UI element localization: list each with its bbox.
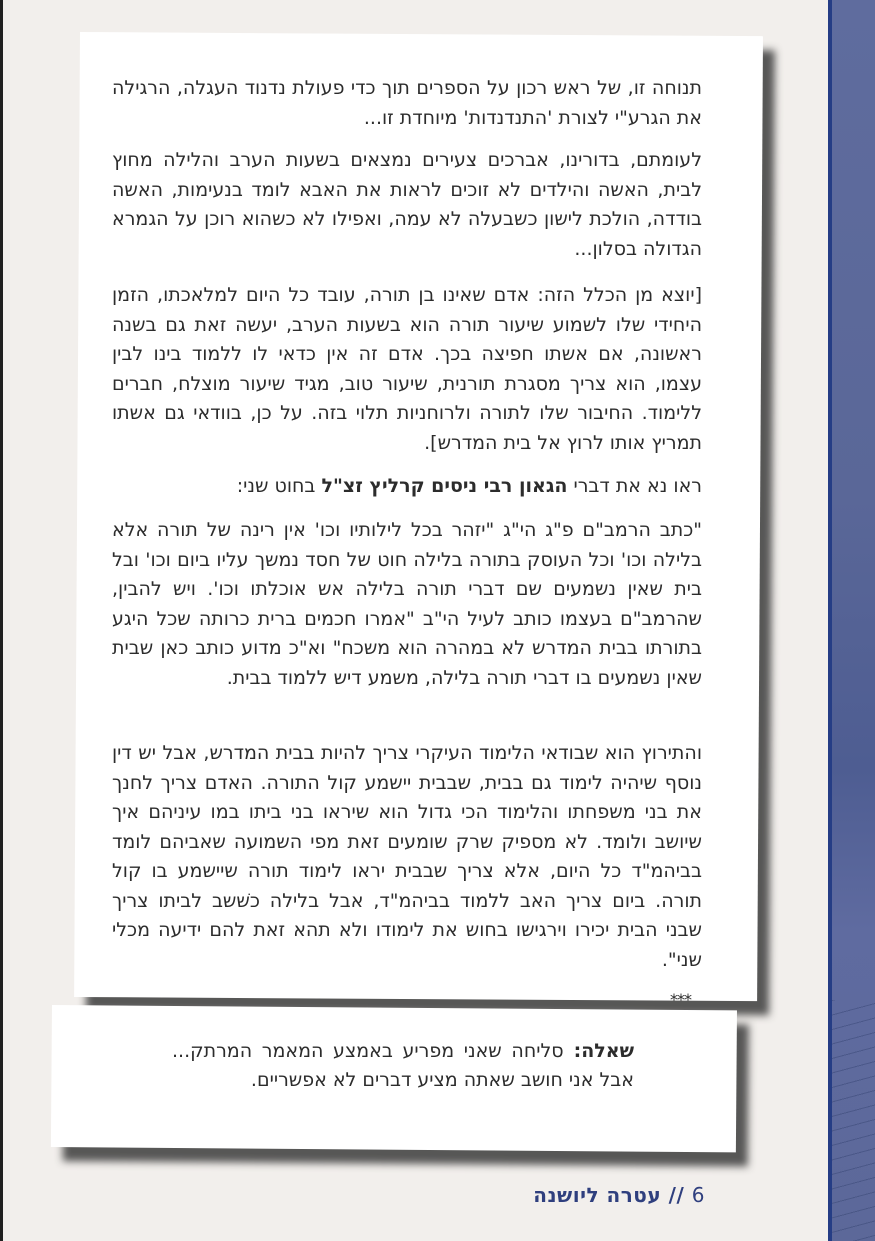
paragraph-5-quote: "כתב הרמב"ם פ"ג הי"ג "יזהר בכל לילותיו וכו' אין רינה של תורה אלא בלילה וכו' וכל העוסק בתורה בלילה חוט של חסד נמשך עליו ביום וכו' ובל בית שאין נשמעים שם דברי תורה בלילה אש אוכלתו וכו'. ויש להבין, שהרמב"ם בעצמו כותב לעיל הי"ב "אמרו חכמים ברית כרותה שכל היגע בתורתו בבית המדרש לא במהרה הוא משכח" וא"כ מדוע כותב כאן שבית שאין נשמעים בו דברי תורה בלילה, משמע דיש ללמוד בבית. [112,519,702,689]
paragraph-2: לעומתם, בדורינו, אברכים צעירים נמצאים בשעות הערב והלילה מחוץ לבית, האשה והילדים לא זוכים לראות את האבא לומד בנעימות, האשה בודדה, הולכת לישון כשבעלה לא עמה, ואפילו לא כשהוא רוכן על הגמרא הגדולה בסלון... [112,149,702,260]
rabbi-name: הגאון רבי ניסים קרליץ זצ"ל [321,475,568,497]
paragraph-6-quote: והתירוץ הוא שבודאי הלימוד העיקרי צריך להיות בבית המדרש, אבל יש דין נוסף שיהיה לימוד גם בבית, שבבית יישמע קול התורה. האדם צריך לחנך את בני משפחתו והלימוד הכי גדול הוא שיראו בני ביתו במו עיניהם איך שיושב ולומד. לא מספיק שרק שומעים זאת מפי השמועה שאביהם לומד בביהמ"ד כל היום, אלא צריך שבבית יראו לימוד תורה שיישמע בו קול תורה. ביום צריך האב ללמוד בביהמ"ד, אבל בלילה כשׁשב לביתו צריך שבני הבית יכירו וירגישו בחוש את לימודו ולא תהא זאת להם ידיעה מכלי שני". [112,742,702,971]
article-body [112,0,702,1000]
page-number: 6 [691,1183,705,1207]
question-block [172,1037,634,1095]
citation-suffix: בחוט שני: [236,475,322,497]
question-text: סליחה שאני מפריע באמצע המאמר המרתק... אבל אני חושב שאתה מציע דברים לא אפשריים. [172,1040,634,1091]
citation-prefix: ראו נא את דברי [567,475,702,497]
paragraph-3: [יוצא מן הכלל הזה: אדם שאינו בן תורה, עובד כל היום למלאכתו, הזמן היחידי שלו לשמוע שיעור תורה הוא בשעות הערב, יעשה זאת גם בשנה ראשונה, אם אשתו חפיצה בכך. אדם זה אין כדאי לו ללמוד בינו לבין עצמו, הוא צריך מסגרת תורנית, שיעור טוב, מגיד שיעור מוצלח, חברים ללימוד. החיבור שלו לתורה ולרוחניות תלוי בזה. על כן, בוודאי גם אשתו תמריץ אותו לרוץ אל בית המדרש]. [112,284,702,454]
paragraph-1: תנוחה זו, של ראש רכון על הספרים תוך כדי פעולת נדנוד העגלה, הרגילה את הגרע"י לצורת 'התנדנדות' מיוחדת זו... [112,77,702,129]
section-separator: *** [670,990,691,1009]
side-panel-texture [832,1000,875,1241]
side-decorative-panel [828,0,875,1241]
publication-name: עטרה ליושנה [533,1183,662,1207]
page-footer [480,1183,705,1207]
footer-divider: // [661,1183,692,1207]
page-left-edge [0,0,3,1241]
question-label: שאלה: [573,1040,634,1062]
paragraph-4-citation-intro [112,472,702,502]
